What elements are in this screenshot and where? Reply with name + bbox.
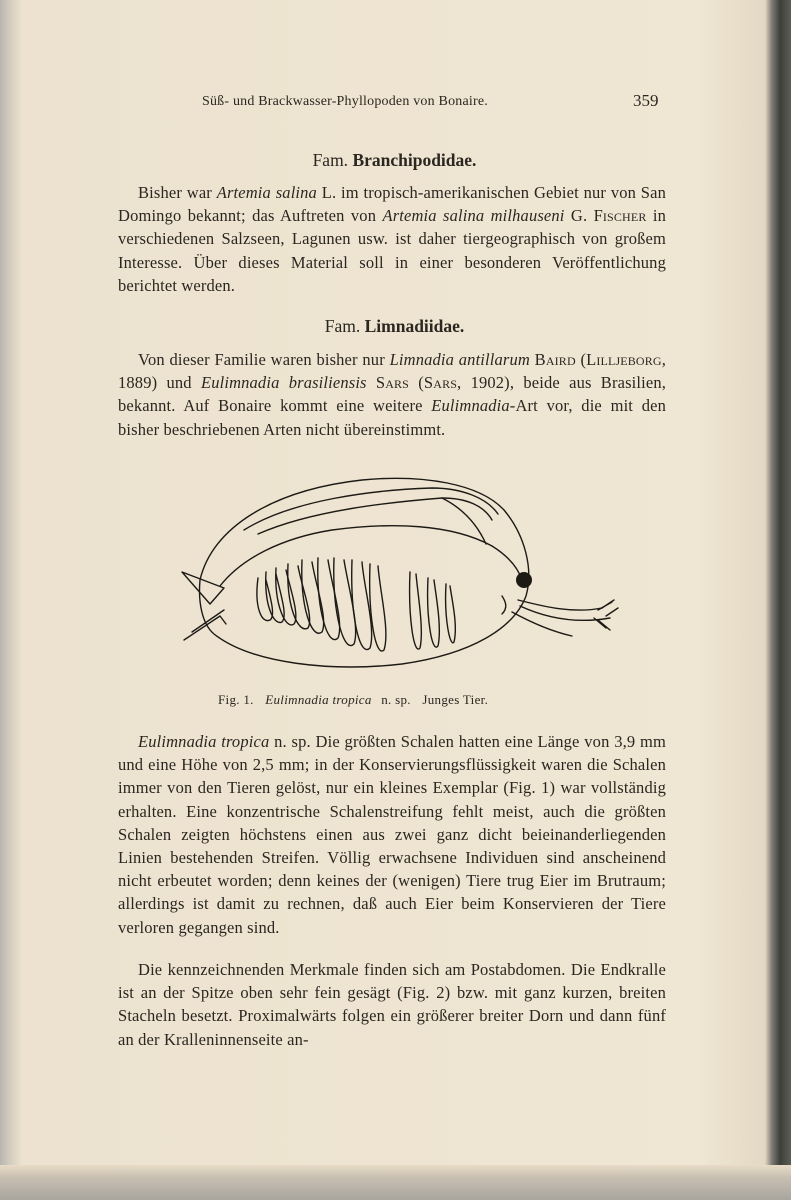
caption-description: Junges Tier.	[422, 692, 489, 707]
species-name: Limnadia antillarum	[389, 350, 530, 369]
text-run: Von dieser Familie waren bisher nur	[138, 350, 390, 369]
leg	[446, 584, 456, 643]
antenna	[518, 600, 602, 610]
species-name: Artemia salina milhauseni	[382, 206, 565, 226]
leg	[266, 572, 284, 623]
running-head: Süß- und Brackwasser-Phyllopoden von Bonaire.	[202, 94, 488, 109]
head-outline	[492, 546, 522, 580]
leg	[318, 558, 340, 640]
antenna-setae	[594, 600, 618, 630]
paragraph-limnadiidae	[118, 348, 666, 441]
text-run	[367, 373, 376, 392]
dorsal-line	[258, 498, 492, 534]
fam-prefix: Fam.	[312, 150, 349, 170]
author-name: Baird	[534, 350, 576, 369]
author-name: Sars	[375, 373, 410, 393]
leg	[410, 572, 422, 649]
caption-species: Eulimnadia tropica	[265, 692, 372, 707]
author-name: Lilljeborg	[586, 350, 662, 369]
tail-spine	[184, 616, 226, 640]
author-name: Sars	[423, 373, 458, 393]
text-run: G.	[564, 206, 594, 226]
paragraph-branchipodidae	[118, 181, 666, 297]
text-run: , 1902), beide aus Brasilien, bekannt. Auf Bonaire kommt eine weitere	[118, 373, 666, 416]
book-page	[22, 0, 767, 1168]
figure-caption	[218, 692, 496, 708]
leg	[428, 578, 440, 647]
species-name: Eulimnadia tropica	[138, 732, 270, 751]
family-name: Limnadiidae.	[364, 316, 465, 336]
family-heading-limnadiidae	[22, 316, 767, 337]
text-run: n. sp. Die größten Schalen hatten eine Länge von 3,9 mm und eine Höhe von 2,5 mm; in der Konservierungsflüssigkeit waren die Schalen immer von den Tieren gelöst, nur ein kleines Exemplar (Fig. 1) war vollständig erhalten. Eine konzentrische Schalenstreifung fehlt meist, auch die größten Schalen zeigten höchstens einen aus zwei ganz dicht beieinanderliegenden Linien bestehenden Streifen. Völlig erwachsene Individuen sind anscheinend nicht erbeutet worden; denn keines der (wenigen) Tiere trug Eier im Brutraum; allerdings ist damit zu rechnen, daß auch Eier beim Konservieren der Tiere verloren gegangen sind.	[118, 732, 667, 937]
fam-prefix: Fam.	[324, 316, 361, 336]
dorsal-line	[220, 526, 492, 586]
author-name: Fischer	[593, 206, 647, 226]
tail-spine	[192, 610, 224, 632]
dorsal-line	[442, 498, 486, 544]
text-run: , 1889) und	[118, 350, 666, 393]
page-bottom-edge	[0, 1165, 791, 1200]
text-run: Bisher war	[138, 183, 217, 202]
antenna	[520, 606, 610, 620]
text-run: in verschiedenen Salzseen, Lagunen usw. ist daher tiergeographisch von großem Interesse. Über dieses Material soll in einer besonderen Veröffentlichung berichtet werden.	[118, 206, 666, 295]
mouthparts	[502, 596, 506, 614]
leg	[352, 560, 372, 650]
leg	[257, 578, 273, 621]
caption-figure-number: Fig. 1.	[218, 692, 254, 707]
tail-spine	[182, 572, 224, 604]
genus-name: Eulimnadia	[431, 396, 510, 416]
caption-nsp: n. sp.	[381, 692, 411, 707]
eulimnadia-illustration	[162, 468, 622, 688]
species-name: Artemia salina	[216, 183, 317, 202]
species-name: Eulimnadia brasiliensis	[200, 373, 367, 393]
paragraph-postabdomen	[118, 958, 666, 1051]
compound-eye	[516, 572, 532, 588]
text-run: L. im tropisch-amerikanischen Gebiet nur von San Domingo bekannt; das Auftreten von	[118, 183, 667, 226]
page-number: 359	[633, 91, 659, 110]
leg	[288, 564, 310, 629]
text-run: -Art vor, die mit den bisher beschriebenen Arten nicht übereinstimmt.	[118, 396, 666, 439]
family-heading-branchipodidae	[22, 150, 767, 171]
antenna	[512, 612, 572, 636]
family-name: Branchipodidae.	[352, 150, 477, 170]
paragraph-description	[118, 730, 666, 939]
text-run: Die kennzeichnenden Merkmale finden sich am Postabdomen. Die Endkralle ist an der Spitze oben sehr fein gesägt (Fig. 2) bzw. mit ganz kurzen, breiten Stacheln besetzt. Proximalwärts folgen ein größerer breiter Dorn und dann fünf an der Kralleninnenseite an-	[118, 960, 666, 1049]
text-run: (	[575, 350, 587, 369]
text-run: (	[409, 373, 424, 393]
leg	[276, 568, 296, 625]
